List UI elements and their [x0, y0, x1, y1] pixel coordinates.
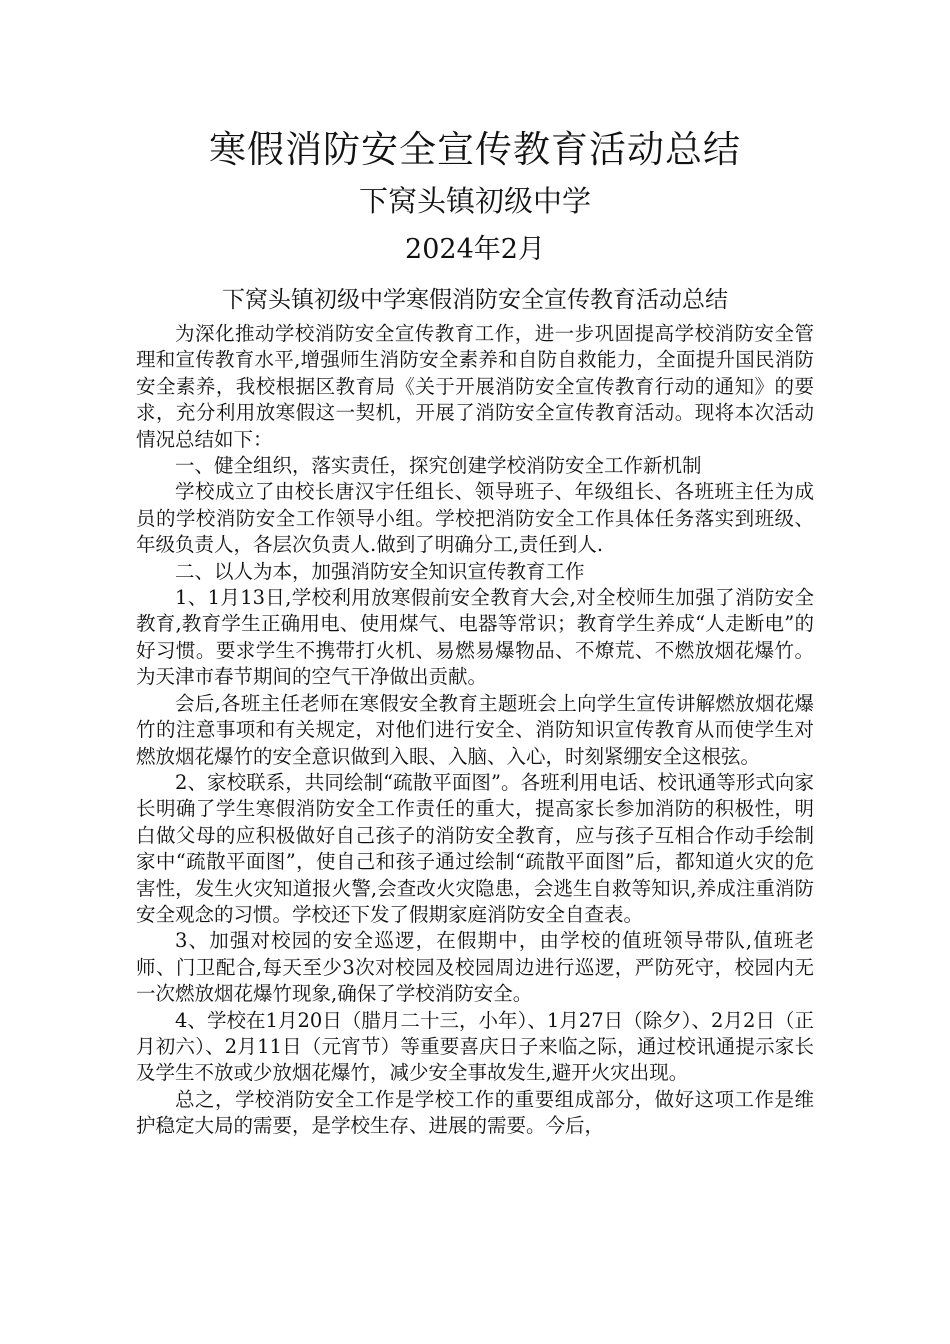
paragraph: 学校成立了由校长唐汉宇任组长、领导班子、年级组长、各班班主任为成员的学校消防安全工作领导小组。学校把消防安全工作具体任务落实到班级、年级负责人，各层次负责人.做到了明确分工,责任到人. — [136, 480, 814, 557]
section-heading-2: 二、以人为本，加强消防安全知识宣传教育工作 — [175, 559, 585, 583]
paragraph: 会后,各班主任老师在寒假安全教育主题班会上向学生宣传讲解燃放烟花爆竹的注意事项和有关规定，对他们进行安全、消防知识宣传教育从而使学生对燃放烟花爆竹的安全意识做到入眼、入脑、入心，时刻紧绷安全这根弦。 — [136, 691, 814, 768]
paragraph: 2、家校联系，共同绘制“疏散平面图”。各班利用电话、校讯通等形式向家长明确了学生寒假消防安全工作责任的重大，提高家长参加消防的积极性，明白做父母的应积极做好自己孩子的消防安全教育，应与孩子互相合作动手绘制家中“疏散平面图”，使自己和孩子通过绘制“疏散平面图”后，都知道火灾的危害性，发生火灾知道报火警,会查改火灾隐患，会逃生自救等知识,养成注重消防安全观念的习惯。学校还下发了假期家庭消防安全自查表。 — [136, 770, 814, 926]
document-body — [136, 321, 814, 1140]
section-heading-1: 一、健全组织，落实责任，探究创建学校消防安全工作新机制 — [175, 454, 702, 478]
paragraph-intro: 为深化推动学校消防安全宣传教育工作，进一步巩固提高学校消防安全管理和宣传教育水平,增强师生消防安全素养和自防自救能力，全面提升国民消防安全素养，我校根据区教育局《关于开展消防安全宣传教育行动的通知》的要求，充分利用放寒假这一契机，开展了消防安全宣传教育活动。现将本次活动情况总结如下： — [136, 322, 814, 451]
paragraph: 1、1月13日,学校利用放寒假前安全教育大会,对全校师生加强了消防安全教育,教育学生正确用电、使用煤气、电器等常识；教育学生养成“人走断电”的好习惯。要求学生不携带打火机、易燃易爆物品、不燎荒、不燃放烟花爆竹。为天津市春节期间的空气干净做出贡献。 — [136, 586, 814, 689]
school-name: 下窝头镇初级中学 — [358, 184, 591, 218]
paragraph: 3、加强对校园的安全巡逻，在假期中，由学校的值班领导带队,值班老师、门卫配合,每天至少3次对校园及校园周边进行巡逻，严防死守，校园内无一次燃放烟花爆竹现象,确保了学校消防安全。 — [136, 929, 814, 1006]
document-date: 2024年2月 — [405, 234, 545, 265]
document-title: 寒假消防安全宣传教育活动总结 — [209, 128, 741, 171]
document-subtitle: 下窝头镇初级中学寒假消防安全宣传教育活动总结 — [222, 287, 728, 313]
paragraph: 4、学校在1月20日（腊月二十三，小年）、1月27日（除夕）、2月2日（正月初六）、2月11日（元宵节）等重要喜庆日子来临之际，通过校讯通提示家长及学生不放或少放烟花爆竹，减少安全事故发生,避开火灾出现。 — [136, 1008, 814, 1085]
paragraph-conclusion: 总之，学校消防安全工作是学校工作的重要组成部分，做好这项工作是维护稳定大局的需要，是学校生存、进展的需要。今后， — [136, 1087, 814, 1138]
